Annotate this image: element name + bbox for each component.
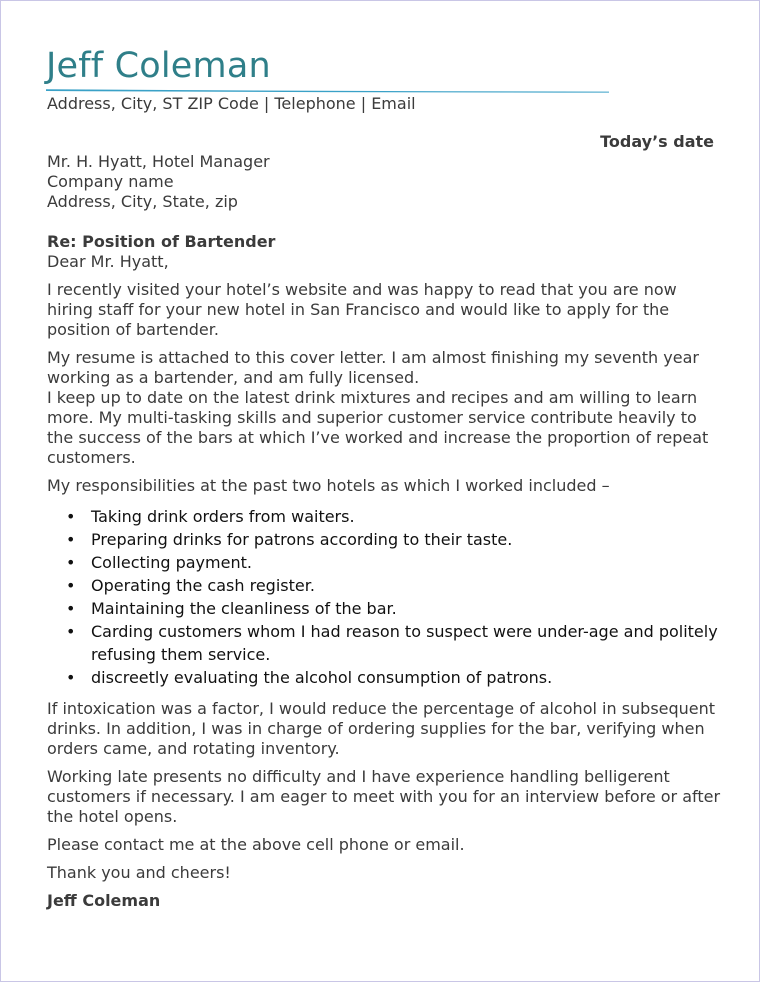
signature-name: Jeff Coleman [47, 891, 161, 910]
paragraph-contact: Please contact me at the above cell phone or email. [47, 835, 465, 854]
bullet-icon: • [66, 553, 76, 572]
list-item: • discreetly evaluating the alcohol consumption of patrons. [66, 668, 553, 687]
list-item: • Taking drink orders from waiters. [66, 507, 355, 526]
list-item: • Carding customers whom I had reason to suspect were under-age and politely refusing them service. [66, 622, 718, 664]
bullet-icon: • [66, 599, 76, 618]
letter-body [47, 152, 727, 911]
sender-contact-line: Address, City, ST ZIP Code | Telephone | Email [47, 94, 416, 113]
paragraph-closing: Thank you and cheers! [47, 863, 231, 882]
bullet-icon: • [66, 507, 76, 526]
bullet-icon: • [66, 622, 76, 641]
paragraph-skills: I keep up to date on the latest drink mixtures and recipes and am willing to learn more. My multi-tasking skills and superior customer service contribute heavily to the success of the bars at which I’ve worked and increase the proportion of repeat customers. [47, 388, 709, 467]
paragraph-working-late: Working late presents no difficulty and I have experience handling belligerent customers if necessary. I am eager to meet with you for an interview before or after the hotel opens. [47, 767, 721, 826]
bullet-icon: • [66, 668, 76, 687]
recipient-company: Company name [47, 172, 174, 191]
paragraph-intro: I recently visited your hotel’s website and was happy to read that you are now hiring staff for your new hotel in San Francisco and would like to apply for the position of bartender. [47, 280, 677, 339]
bullet-icon: • [66, 576, 76, 595]
list-item: • Operating the cash register. [66, 576, 315, 595]
paragraph-intoxication: If intoxication was a factor, I would reduce the percentage of alcohol in subsequent drinks. In addition, I was in charge of ordering supplies for the bar, verifying when orders came, and rotating inventory. [47, 699, 716, 758]
recipient-name: Mr. H. Hyatt, Hotel Manager [47, 152, 270, 171]
sender-name: Jeff Coleman [46, 46, 271, 86]
header-accent-rule [46, 88, 609, 93]
paragraph-resume: My resume is attached to this cover letter. I am almost finishing my seventh year working as a bartender, and am fully licensed. [47, 348, 699, 387]
recipient-block [47, 152, 727, 212]
paragraph-list-intro: My responsibilities at the past two hotels as which I worked included – [47, 476, 610, 495]
list-item: • Maintaining the cleanliness of the bar. [66, 599, 397, 618]
salutation: Dear Mr. Hyatt, [47, 252, 169, 271]
list-item: • Collecting payment. [66, 553, 252, 572]
letter-date: Today’s date [600, 132, 714, 151]
subject-line: Re: Position of Bartender [47, 232, 276, 251]
recipient-address: Address, City, State, zip [47, 192, 238, 211]
responsibilities-list [47, 505, 727, 689]
list-item: • Preparing drinks for patrons according to their taste. [66, 530, 513, 549]
bullet-icon: • [66, 530, 76, 549]
